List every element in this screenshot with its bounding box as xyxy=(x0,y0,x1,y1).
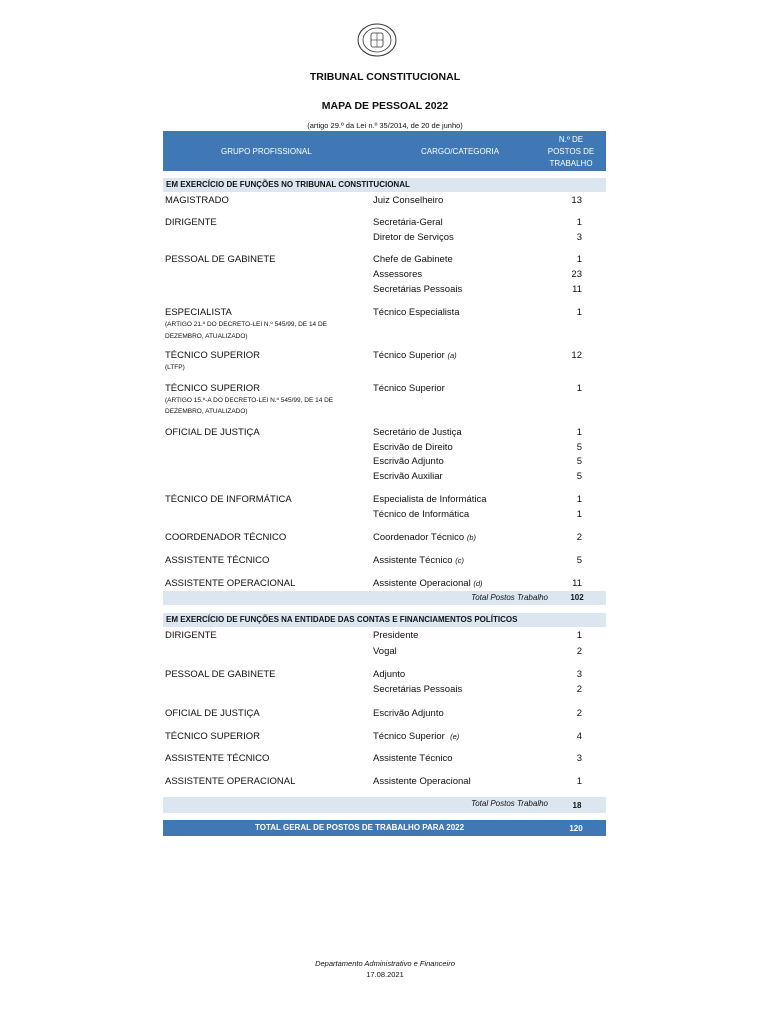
group-label: DIRIGENTE xyxy=(165,217,217,228)
legal-subtitle: (artigo 29.º da Lei n.º 35/2014, de 20 de junho) xyxy=(307,121,463,130)
group-note: DEZEMBRO, ATUALIZADO) xyxy=(165,408,248,415)
footer-department: Departamento Administrativo e Financeiro xyxy=(315,959,455,968)
count-value: 2 xyxy=(576,646,582,657)
section-total xyxy=(163,797,606,813)
group-note: DEZEMBRO, ATUALIZADO) xyxy=(165,333,248,340)
count-value: 11 xyxy=(572,578,582,589)
cargo-label: Assistente Técnico xyxy=(373,753,453,764)
total-value: 18 xyxy=(572,801,582,810)
group-label: ESPECIALISTA xyxy=(165,307,232,318)
group-label: TÉCNICO SUPERIOR xyxy=(165,350,261,361)
count-value: 1 xyxy=(576,494,582,505)
total-value: 102 xyxy=(570,593,584,602)
count-value: 1 xyxy=(576,217,582,228)
cargo-label: Escrivão Adjunto xyxy=(373,456,444,467)
header-num-2: POSTOS DE xyxy=(547,147,595,156)
cargo-label: Diretor de Serviços xyxy=(373,232,454,243)
cargo-label: Técnico de Informática xyxy=(373,509,470,520)
count-value: 5 xyxy=(576,555,582,566)
cargo-label: Adjunto xyxy=(373,669,406,680)
table-header xyxy=(163,131,606,171)
count-value: 2 xyxy=(576,708,582,719)
coat-of-arms-seal xyxy=(357,22,397,58)
cargo-label: Escrivão Auxiliar xyxy=(373,471,443,482)
institution-title: TRIBUNAL CONSTITUCIONAL xyxy=(309,71,461,83)
cargo-label: Técnico Superior xyxy=(373,383,445,394)
group-note: (LTFP) xyxy=(165,364,185,371)
count-value: 2 xyxy=(576,684,582,695)
cargo-label: Especialista de Informática xyxy=(373,494,487,505)
cargo-label: Chefe de Gabinete xyxy=(373,254,453,265)
count-value: 1 xyxy=(576,776,582,787)
header-cargo: CARGO/CATEGORIA xyxy=(421,147,500,156)
count-value: 11 xyxy=(572,284,582,295)
count-value: 1 xyxy=(576,254,582,265)
count-value: 1 xyxy=(576,307,582,318)
section-title: EM EXERCÍCIO DE FUNÇÕES NA ENTIDADE DAS CONTAS E FINANCIAMENTOS POLÍTICOS xyxy=(163,613,606,627)
group-label: PESSOAL DE GABINETE xyxy=(165,669,276,680)
count-value: 3 xyxy=(576,669,582,680)
cargo-label: Técnico Superior (a) xyxy=(373,350,457,361)
count-value: 12 xyxy=(571,350,582,361)
count-value: 4 xyxy=(576,731,582,742)
group-label: ASSISTENTE OPERACIONAL xyxy=(165,578,296,589)
cargo-label: Assistente Técnico (c) xyxy=(373,555,464,566)
count-value: 13 xyxy=(571,195,582,206)
section-total xyxy=(163,591,606,605)
cargo-label: Assessores xyxy=(373,269,423,280)
count-value: 23 xyxy=(571,269,582,280)
group-label: PESSOAL DE GABINETE xyxy=(165,254,276,265)
page-title: MAPA DE PESSOAL 2022 xyxy=(321,100,449,112)
count-value: 3 xyxy=(576,753,582,764)
group-label: ASSISTENTE OPERACIONAL xyxy=(165,776,296,787)
header-group: GRUPO PROFISSIONAL xyxy=(221,147,312,156)
group-label: ASSISTENTE TÉCNICO xyxy=(165,555,270,566)
grand-total xyxy=(163,820,606,836)
cargo-label: Escrivão Adjunto xyxy=(373,708,444,719)
cargo-label: Coordenador Técnico (b) xyxy=(373,532,476,543)
group-note: (ARTIGO 15.º-A DO DECRETO-LEI N.º 545/99, DE 14 DE xyxy=(165,397,334,404)
footer-date: 17.08.2021 xyxy=(366,970,404,979)
group-label: COORDENADOR TÉCNICO xyxy=(165,532,287,543)
cargo-label: Técnico Superior (e) xyxy=(373,731,460,742)
cargo-label: Assistente Operacional xyxy=(373,776,471,787)
cargo-label: Secretário de Justiça xyxy=(373,427,462,438)
count-value: 3 xyxy=(576,232,582,243)
group-label: OFICIAL DE JUSTIÇA xyxy=(165,708,260,719)
header-num-1: N.º DE xyxy=(558,135,584,144)
cargo-label: Secretárias Pessoais xyxy=(373,684,463,695)
cargo-label: Técnico Especialista xyxy=(373,307,460,318)
cargo-label: Secretária-Geral xyxy=(373,217,443,228)
cargo-label: Presidente xyxy=(373,630,419,641)
group-label: MAGISTRADO xyxy=(165,195,229,206)
grand-total-value: 120 xyxy=(569,824,583,833)
cargo-label: Escrivão de Direito xyxy=(373,442,453,453)
count-value: 5 xyxy=(576,442,582,453)
cargo-label: Juiz Conselheiro xyxy=(373,195,444,206)
cargo-label: Secretárias Pessoais xyxy=(373,284,463,295)
group-label: TÉCNICO SUPERIOR xyxy=(165,731,261,742)
group-note: (ARTIGO 21.º DO DECRETO-LEI N.º 545/99, DE 14 DE xyxy=(165,321,328,328)
total-label: Total Postos Trabalho xyxy=(471,593,548,602)
count-value: 1 xyxy=(576,509,582,520)
group-label: TÉCNICO DE INFORMÁTICA xyxy=(165,494,292,505)
group-label: DIRIGENTE xyxy=(165,630,217,641)
count-value: 5 xyxy=(576,456,582,467)
count-value: 2 xyxy=(576,532,582,543)
cargo-label: Assistente Operacional (d) xyxy=(373,578,483,589)
count-value: 1 xyxy=(576,630,582,641)
group-label: TÉCNICO SUPERIOR xyxy=(165,383,261,394)
total-label: Total Postos Trabalho xyxy=(471,799,548,808)
group-label: ASSISTENTE TÉCNICO xyxy=(165,753,270,764)
header-num-3: TRABALHO xyxy=(549,159,593,168)
count-value: 1 xyxy=(576,427,582,438)
section-title: EM EXERCÍCIO DE FUNÇÕES NO TRIBUNAL CONSTITUCIONAL xyxy=(163,178,606,192)
count-value: 5 xyxy=(576,471,582,482)
grand-total-label: TOTAL GERAL DE POSTOS DE TRABALHO PARA 2022 xyxy=(255,823,465,832)
count-value: 1 xyxy=(576,383,582,394)
cargo-label: Vogal xyxy=(373,646,397,657)
group-label: OFICIAL DE JUSTIÇA xyxy=(165,427,260,438)
